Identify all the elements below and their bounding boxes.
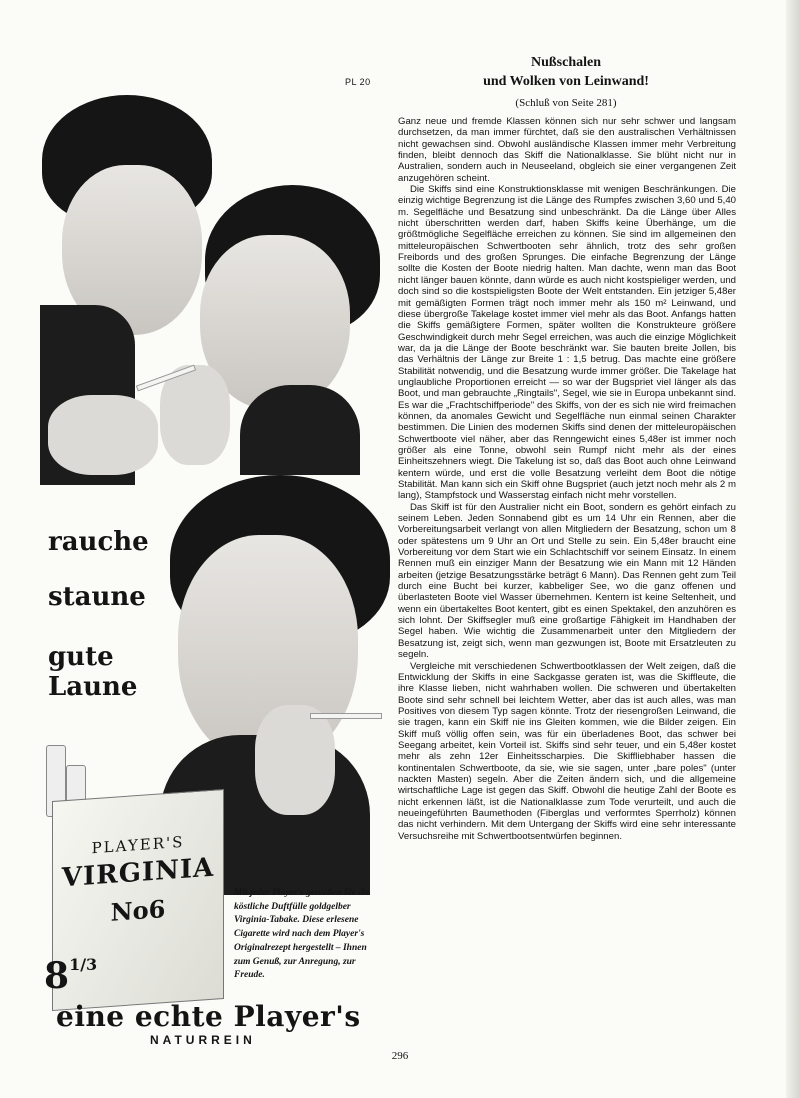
price-main: 8 — [44, 955, 70, 997]
ad-code: PL 20 — [345, 77, 371, 87]
page-spine-edge — [786, 0, 800, 1098]
pack-name: VIRGINIA — [61, 852, 215, 894]
price — [44, 955, 97, 997]
slogan-laune: Laune — [48, 672, 138, 702]
slogan-rauche: rauche — [48, 527, 149, 557]
ad-copy: Mit jeder Player's genießen Sie die köstliche Duftfülle goldgelber Virginia-Tabake. Diese erlesene Cigarette wird nach dem Player's Originalrezept hergestellt – Ihnen zum Genuß, zur Anregung, zur Freude. — [234, 888, 370, 981]
pack-number: No6 — [110, 894, 166, 927]
article-body — [398, 116, 736, 1051]
price-fraction: 1/3 — [69, 955, 98, 974]
article-paragraph: Vergleiche mit verschiedenen Schwertbootklassen der Welt zeigen, daß die Entwicklung der Skiffs in eine Sackgasse geraten ist, was die Skiffleute, die ihre Klasse lieben, nicht wahrhaben wollen. Die schweren und übertakelten Boote sind sehr schnell bei leichtem Wetter, aber das ist auch alles, was man Positives von diesem Typ sagen könnte. Trotz der riesengroßen Leinwand, die sie tragen, kann ein Skiff nie ins Gleiten kommen, wie die Bilder zeigen. Ein Skiff muß völlig offen sein, was für ein überladenes Boot, das schwer bei Seegang arbeitet, kein Vorteil ist. Skiffs sind sehr teuer, und ein 5,48er kostet mehr als zehn 12er Einheitsscharpies. Die Skiffliebhaber hassen die kontinentalen Schwertboote, da sie, wie sie sagen, unter „bare poles" (unter nackten Masten) segeln. Aber die Zeiten ändern sich, und die allgemeine wirtschaftliche Lage ist gegen das Skiff. Obwohl die heutige Zahl der Boote es nicht erkennen läßt, ist die Nationalklasse zum Tode verurteilt, und auch die neueingeführten Baumethoden (Fiberglas und verformtes Sperrholz) können das nicht verhindern. Mit dem Untergang der Skiffs wird eine sehr interessante Versuchsreihe mit Schwertbootsentwürfen beginnen. — [398, 660, 736, 842]
page-number: 296 — [391, 1050, 409, 1062]
couple-photo — [40, 95, 370, 495]
article-paragraph: Ganz neue und fremde Klassen können sich nur sehr schwer und langsam durchsetzen, da man immer fürchtet, daß sie den australischen Verhältnissen nicht gewachsen sind. Obwohl ausländische Klassen immer mehr Verbreitung finden, bleibt dennoch das Skiff die Nationalklasse. Sie blüht nicht nur in Australien, sondern auch in Neuseeland, obgleich sie einer vergangenen Zeit anzugehören scheint. — [398, 116, 736, 184]
article-paragraph: Das Skiff ist für den Australier nicht ein Boot, sondern es gehört einfach zu seinem Leben. Jeden Sonnabend gibt es um 14 Uhr ein Rennen, aber die Vorbereitungsarbeit verlangt von allen Mitgliedern der Besatzung, schon um 8 oder spätestens um 9 Uhr an Ort und Stelle zu sein. Ein 5,48er braucht eine Vorbereitung vor dem Start wie ein Schlachtschiff vor seinem Einsatz. In einem Rennen muß ein einziger Mann der Besatzung wie ein Mann mit 12 Händen arbeiten (jetzige Besatzungsstärke beträgt 6 Mann). Das Rennen geht zum Teil durch eine Bucht bei kurzer, kabbeliger See, wo die ganz offenen und überlasteten Boote viel Wasser übernehmen. Kentern ist keine Seltenheit, und wenn ein übertakeltes Boot kentert, gibt es einen Spektakel, den anzuhören es sich lohnt. Der Skiffsegler muß eine großartige Fähigkeit im Handhaben der Segel haben. Wie wichtig die Zusammenarbeit unter den Mitgliedern der Besatzung ist, zeigt sich, wenn man gezwungen ist, Boote mit Ersatzleuten zu segeln. — [398, 501, 736, 661]
article-continuation: (Schluß von Seite 281) — [515, 97, 617, 109]
ad-brandline: eine echte Player's — [56, 1000, 361, 1033]
article-paragraph: Die Skiffs sind eine Konstruktionsklasse mit wenigen Beschränkungen. Die einzig wichtige Begrenzung ist die Länge des Rumpfes zwischen 3,60 und 5,40 m. Segelfläche und Besatzung sind unbeschränkt. Da die Länge über Alles nicht überschritten werden darf, haben Skiffs keine Überhänge, um die größtmögliche Segelfläche erreichen zu können. Sie sind im allgemeinen den mitteleuropäischen Schwertbooten sehr ähnlich, trotz des sehr großen Freibords und des großen Sprunges. Die einfache Begrenzung der Länge sollte die Kosten der Boote niedrig halten. Man dachte, wenn man das Boot nicht länger bauen könnte, dann würde es auch nicht kostspieliger werden, und doch sind so die kostspieligsten Boote der Welt entstanden. Ein jetziger 5,48er mit gemäßigten Formen trägt noch immer mehr als 150 m² Leinwand, und diese übergroße Takelage kostet immer viel mehr als das Boot. Anfangs hatten die Skiffs gemäßigtere Formen, später wollten die Konstrukteure größere Geschwindigkeit durch mehr Segel erreichen, was auch die einzige Möglichkeit war, da ja die Länge der Boote beschränkt war. Sie bauten breite Jollen, bis das Verhältnis der Länge zur Breite 1 : 1,5 betrug. Das machte eine größere Stabilität notwendig, und die Besatzung wurde immer größer. Die Takelage hat unglaubliche Proportionen erreicht — so war der Bugspriet viel länger als das Boot, und man gebrauchte „Ringtails", Segel, wie sie in Europa unbekannt sind. Es war die „Frachtschiffperiode" des Skiffs, von der es sich nie wird freimachen können, da anomales Gewicht und Segelfläche nun einmal seinen Charakter bestimmen. Die Linien des modernen Skiffs sind denen der mitteleuropäischen Schwertboote viel näher, aber das Renngewicht eines 5,48er ist immer noch größer als eine Tonne, obwohl sein Rumpf nicht mehr als der eines Einheitszehners wiegt. Die Takelung ist so, daß das Boot auch ohne Leinwand kentern würde, und erst die volle Besatzung verleiht dem Boot die nötige Stabilität. Man kann sich ein Skiff ohne Bugspriet (auch jetzt noch mehr als 2 m lang), Stampfstock und Wasserstag einfach nicht mehr vorstellen. — [398, 184, 736, 502]
pack-brand: PLAYER'S — [91, 832, 185, 858]
slogan-staune: staune — [48, 582, 146, 612]
article-title-line1: Nußschalen — [530, 55, 602, 70]
article-title-line2: und Wolken von Leinwand! — [483, 74, 649, 89]
slogan-gute: gute — [48, 642, 114, 672]
ad-naturrein: NATURREIN — [150, 1033, 256, 1047]
